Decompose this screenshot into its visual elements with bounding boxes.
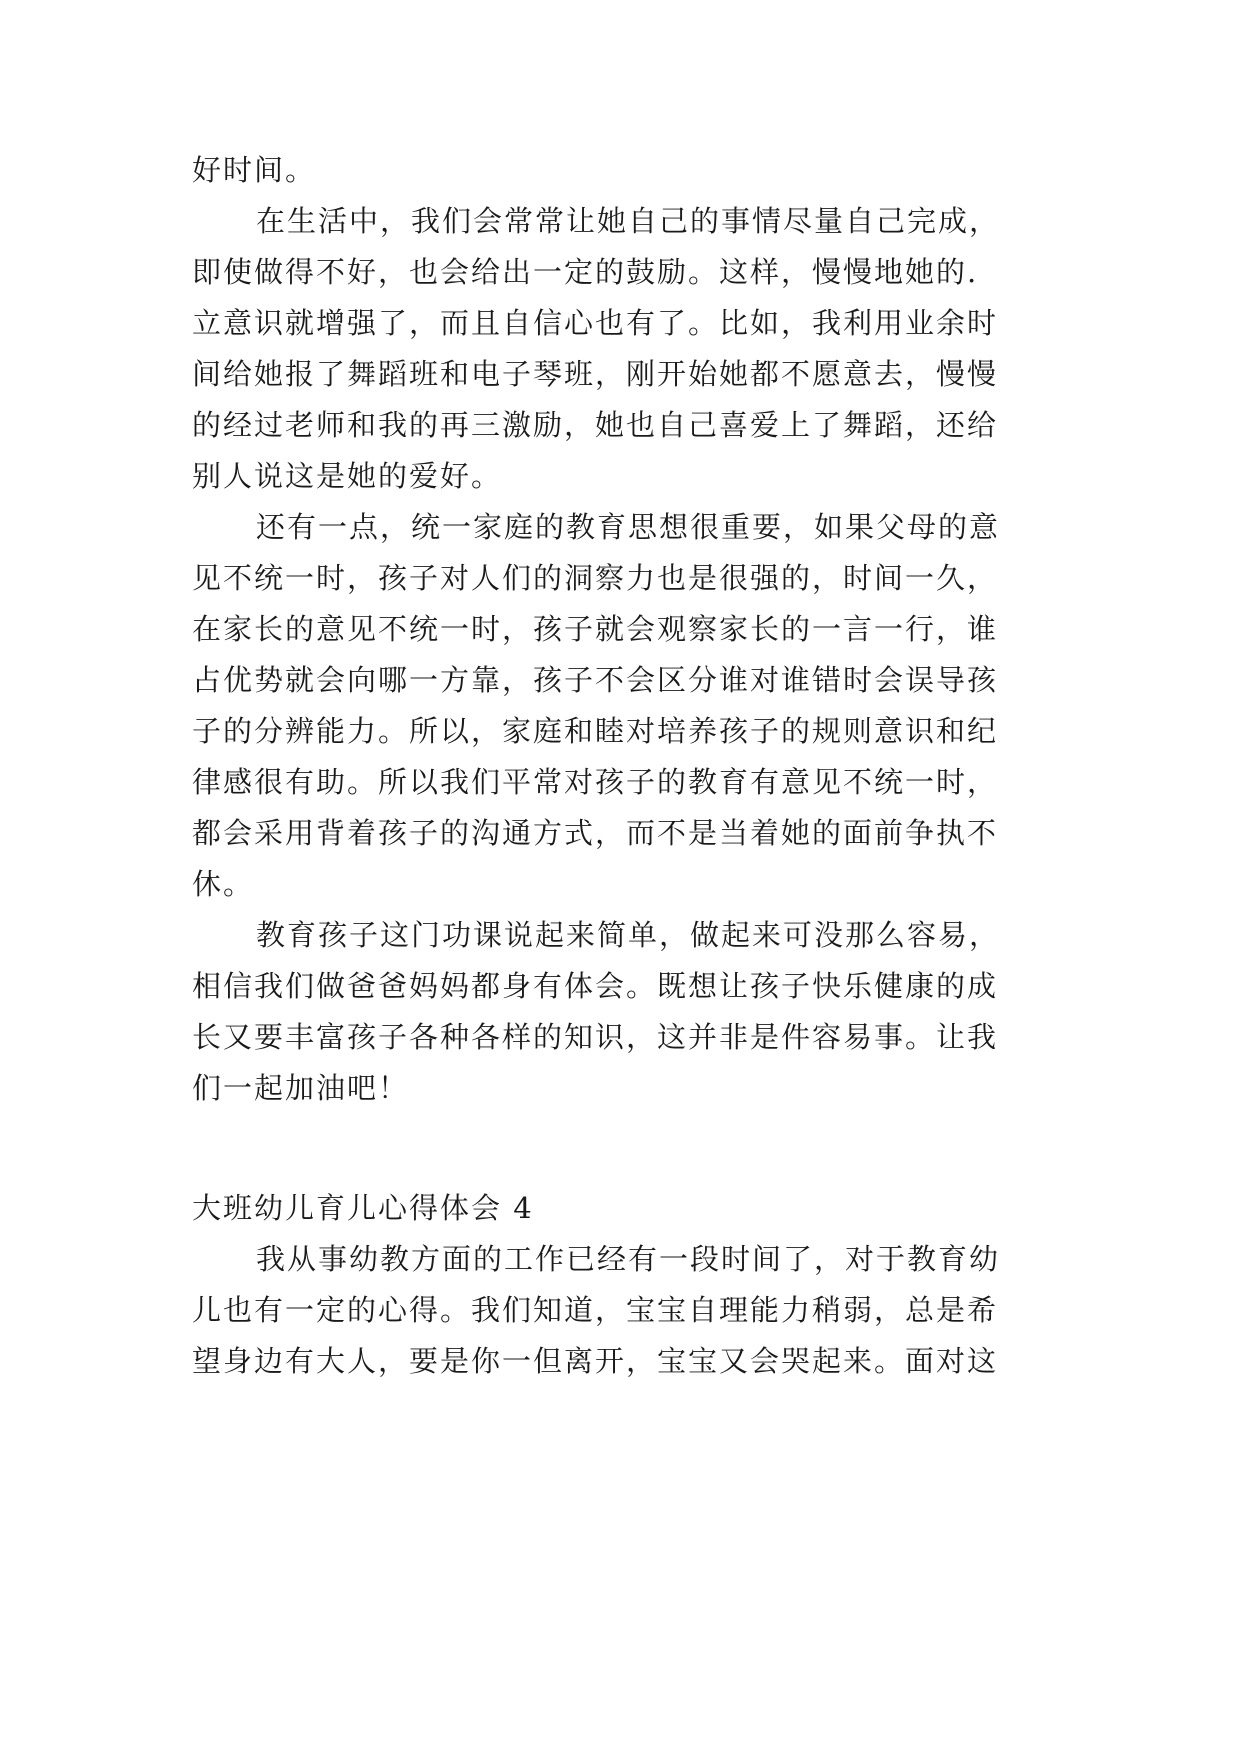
text-line: 相信我们做爸爸妈妈都身有体会。既想让孩子快乐健康的成 bbox=[192, 969, 999, 1003]
text-line: 都会采用背着孩子的沟通方式，而不是当着她的面前争执不 bbox=[192, 816, 999, 850]
text-line: 还有一点，统一家庭的教育思想很重要，如果父母的意 bbox=[256, 510, 1001, 544]
text-line: 占优势就会向哪一方靠，孩子不会区分谁对谁错时会误导孩 bbox=[192, 663, 999, 697]
text-line: 子的分辨能力。所以，家庭和睦对培养孩子的规则意识和纪 bbox=[192, 714, 999, 748]
text-line: 即使做得不好，也会给出一定的鼓励。这样，慢慢地她的. bbox=[192, 255, 979, 289]
text-line: 好时间。 bbox=[192, 153, 317, 187]
text-line: 望身边有大人，要是你一但离开，宝宝又会哭起来。面对这 bbox=[192, 1344, 999, 1378]
section-heading: 大班幼儿育儿心得体会 4 bbox=[192, 1191, 534, 1225]
text-line: 儿也有一定的心得。我们知道，宝宝自理能力稍弱，总是希 bbox=[192, 1293, 999, 1327]
text-line: 休。 bbox=[192, 867, 255, 901]
text-line: 立意识就增强了，而且自信心也有了。比如，我利用业余时 bbox=[192, 306, 999, 340]
text-line: 长又要丰富孩子各种各样的知识，这并非是件容易事。让我 bbox=[192, 1020, 999, 1054]
text-line: 们一起加油吧！ bbox=[192, 1071, 410, 1105]
text-line: 律感很有助。所以我们平常对孩子的教育有意见不统一时， bbox=[192, 765, 999, 799]
text-line: 在生活中，我们会常常让她自己的事情尽量自己完成， bbox=[256, 204, 1001, 238]
text-line: 在家长的意见不统一时，孩子就会观察家长的一言一行，谁 bbox=[192, 612, 999, 646]
text-line: 我从事幼教方面的工作已经有一段时间了，对于教育幼 bbox=[256, 1242, 1001, 1276]
text-line: 教育孩子这门功课说起来简单，做起来可没那么容易， bbox=[256, 918, 1001, 952]
text-line: 见不统一时，孩子对人们的洞察力也是很强的，时间一久， bbox=[192, 561, 999, 595]
text-line: 别人说这是她的爱好。 bbox=[192, 459, 503, 493]
text-line: 间给她报了舞蹈班和电子琴班，刚开始她都不愿意去，慢慢 bbox=[192, 357, 999, 391]
text-line: 的经过老师和我的再三激励，她也自己喜爱上了舞蹈，还给 bbox=[192, 408, 999, 442]
